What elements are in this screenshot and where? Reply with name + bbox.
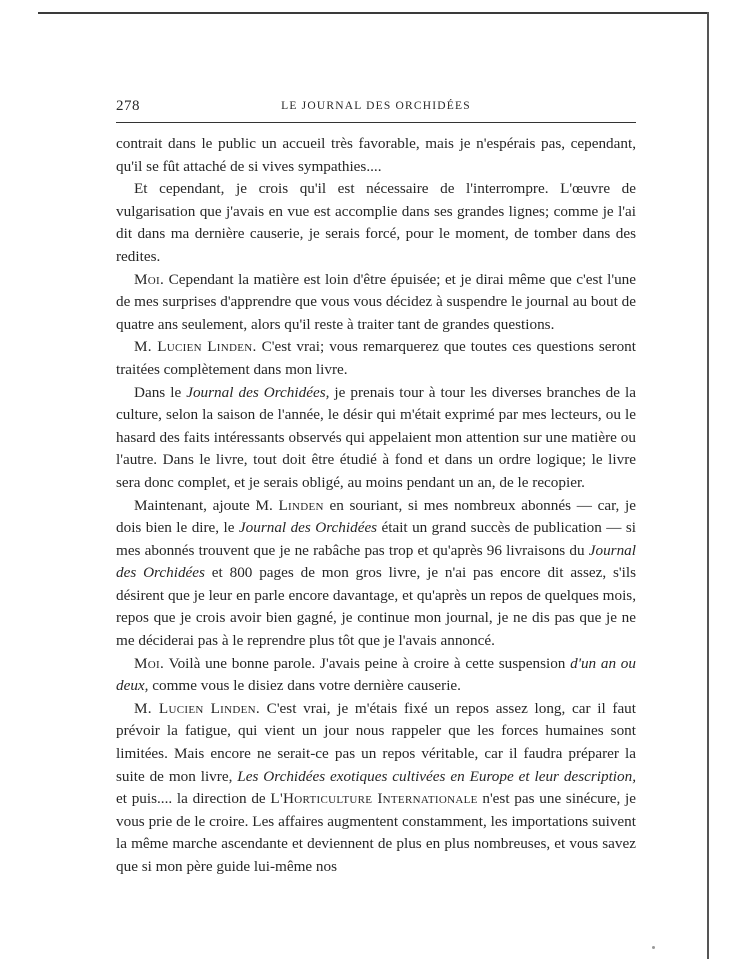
paragraph-8-part-1: C'est vrai, je m'étais fixé un repos assez long, car il faut prévoir la fatigue, qui vient un jour nous rappeler que les forces humaines sont limitées. Mais encore ne serait-ce pas un repos véritable, car il faudra préparer la suite de mon livre, bbox=[116, 699, 636, 785]
paragraph-7 bbox=[116, 653, 636, 698]
paragraph-7-part-1: Voilà une bonne parole. J'avais peine à croire à cette suspension bbox=[164, 654, 571, 672]
speaker-label: Moi. bbox=[134, 654, 165, 672]
emphasis-italic: d'un an ou deux, bbox=[116, 654, 636, 695]
paragraph-2-text: Et cependant, je crois qu'il est nécessaire de l'interrompre. L'œuvre de vulgarisation que j'avais en vue est accomplie dans ses grandes lignes; comme je l'ai dit dans ma dernière causerie, je serais forcé, pour le moment, de tomber dans des redites. bbox=[116, 180, 636, 265]
scan-speck bbox=[652, 946, 655, 949]
journal-title-italic: Journal des Orchidées bbox=[116, 541, 636, 582]
paragraph-5-before: Dans le bbox=[134, 383, 187, 401]
journal-title-italic: Journal des Orchidées bbox=[238, 519, 378, 537]
paragraph-3-text: Cependant la matière est loin d'être épuisée; et je dirai même que c'est l'une de mes surprises d'apprendre que vous vous décidez à suspendre le journal au bout de quatre ans seulement, alors qu'il reste à traiter tant de grandes questions. bbox=[116, 270, 636, 333]
book-title-italic: Les Orchidées exotiques cultivées en Europe et leur description, bbox=[237, 767, 636, 785]
scan-border-right bbox=[707, 12, 709, 959]
paragraph-8-part-2: et puis.... la direction de bbox=[116, 790, 271, 808]
journal-title-italic: Journal des Orchidées, bbox=[186, 383, 330, 401]
speaker-label: Moi. bbox=[134, 270, 165, 288]
paragraph-5-after: je prenais tour à tour les diverses branches de la culture, selon la saison de l'année, le désir qui m'était exprimé par mes lecteurs, ou le hasard des faits intéressants observés qui appelaient mon attention sur une matière ou l'autre. Dans le livre, tout doit être étudié à fond et dans un ordre logique; le livre sera donc complet, et je serais obligé, au moins pendant un an, de le recopier. bbox=[116, 383, 636, 491]
page-header bbox=[116, 96, 636, 122]
header-rule bbox=[116, 122, 636, 123]
speaker-label: M. Lucien Linden. bbox=[134, 699, 260, 717]
speaker-label: M. Lucien Linden. bbox=[134, 338, 257, 356]
page-number: 278 bbox=[116, 98, 140, 114]
paragraph-5 bbox=[116, 382, 636, 495]
paragraph-2 bbox=[116, 178, 636, 268]
paragraph-1-text: contrait dans le public un accueil très favorable, mais je n'espérais pas, cependant, qu'il se fût attaché de si vives sympathies.... bbox=[116, 135, 636, 175]
paragraph-1 bbox=[116, 133, 636, 178]
journal-name-smallcaps: L'Horticulture Internationale bbox=[270, 790, 478, 808]
body-text bbox=[116, 133, 636, 879]
paragraph-4 bbox=[116, 336, 636, 381]
paragraph-3 bbox=[116, 269, 636, 337]
scan-border-top bbox=[38, 12, 708, 14]
book-page bbox=[116, 96, 636, 879]
running-title: LE JOURNAL DES ORCHIDÉES bbox=[281, 100, 471, 112]
paragraph-6-part-2: en souriant, si mes nombreux abonnés — car, je dois bien le dire, le bbox=[116, 496, 636, 537]
paragraph-6-part-3: était un grand succès de publication — si mes abonnés trouvent que je ne rabâche pas trop et qu'après 96 livraisons du bbox=[116, 519, 636, 559]
paragraph-6-part-1: Maintenant, ajoute M. bbox=[134, 496, 279, 514]
paragraph-8-part-3: n'est pas une sinécure, je vous prie de le croire. Les affaires augmentent constamment, les importations suivent la même marche ascendante et deviennent de plus en plus nombreuses, et vous savez que si mon père guide lui-même nos bbox=[116, 790, 636, 875]
paragraph-6-part-4: et 800 pages de mon gros livre, je n'ai pas encore dit assez, s'ils désirent que je leur en parle encore davantage, et qu'après un repos de quelques mois, repos que je crois avoir bien gagné, je continue mon journal, je ne dis pas que je ne me déciderai pas à le reprendre plus tôt que je l'avais annoncé. bbox=[116, 564, 636, 650]
paragraph-7-part-2: comme vous le disiez dans votre dernière causerie. bbox=[148, 677, 461, 695]
paragraph-6 bbox=[116, 495, 636, 653]
linden-name: Linden bbox=[278, 496, 324, 514]
paragraph-8 bbox=[116, 698, 636, 879]
paragraph-4-text: C'est vrai; vous remarquerez que toutes ces questions seront traitées complètement dans mon livre. bbox=[116, 338, 636, 378]
